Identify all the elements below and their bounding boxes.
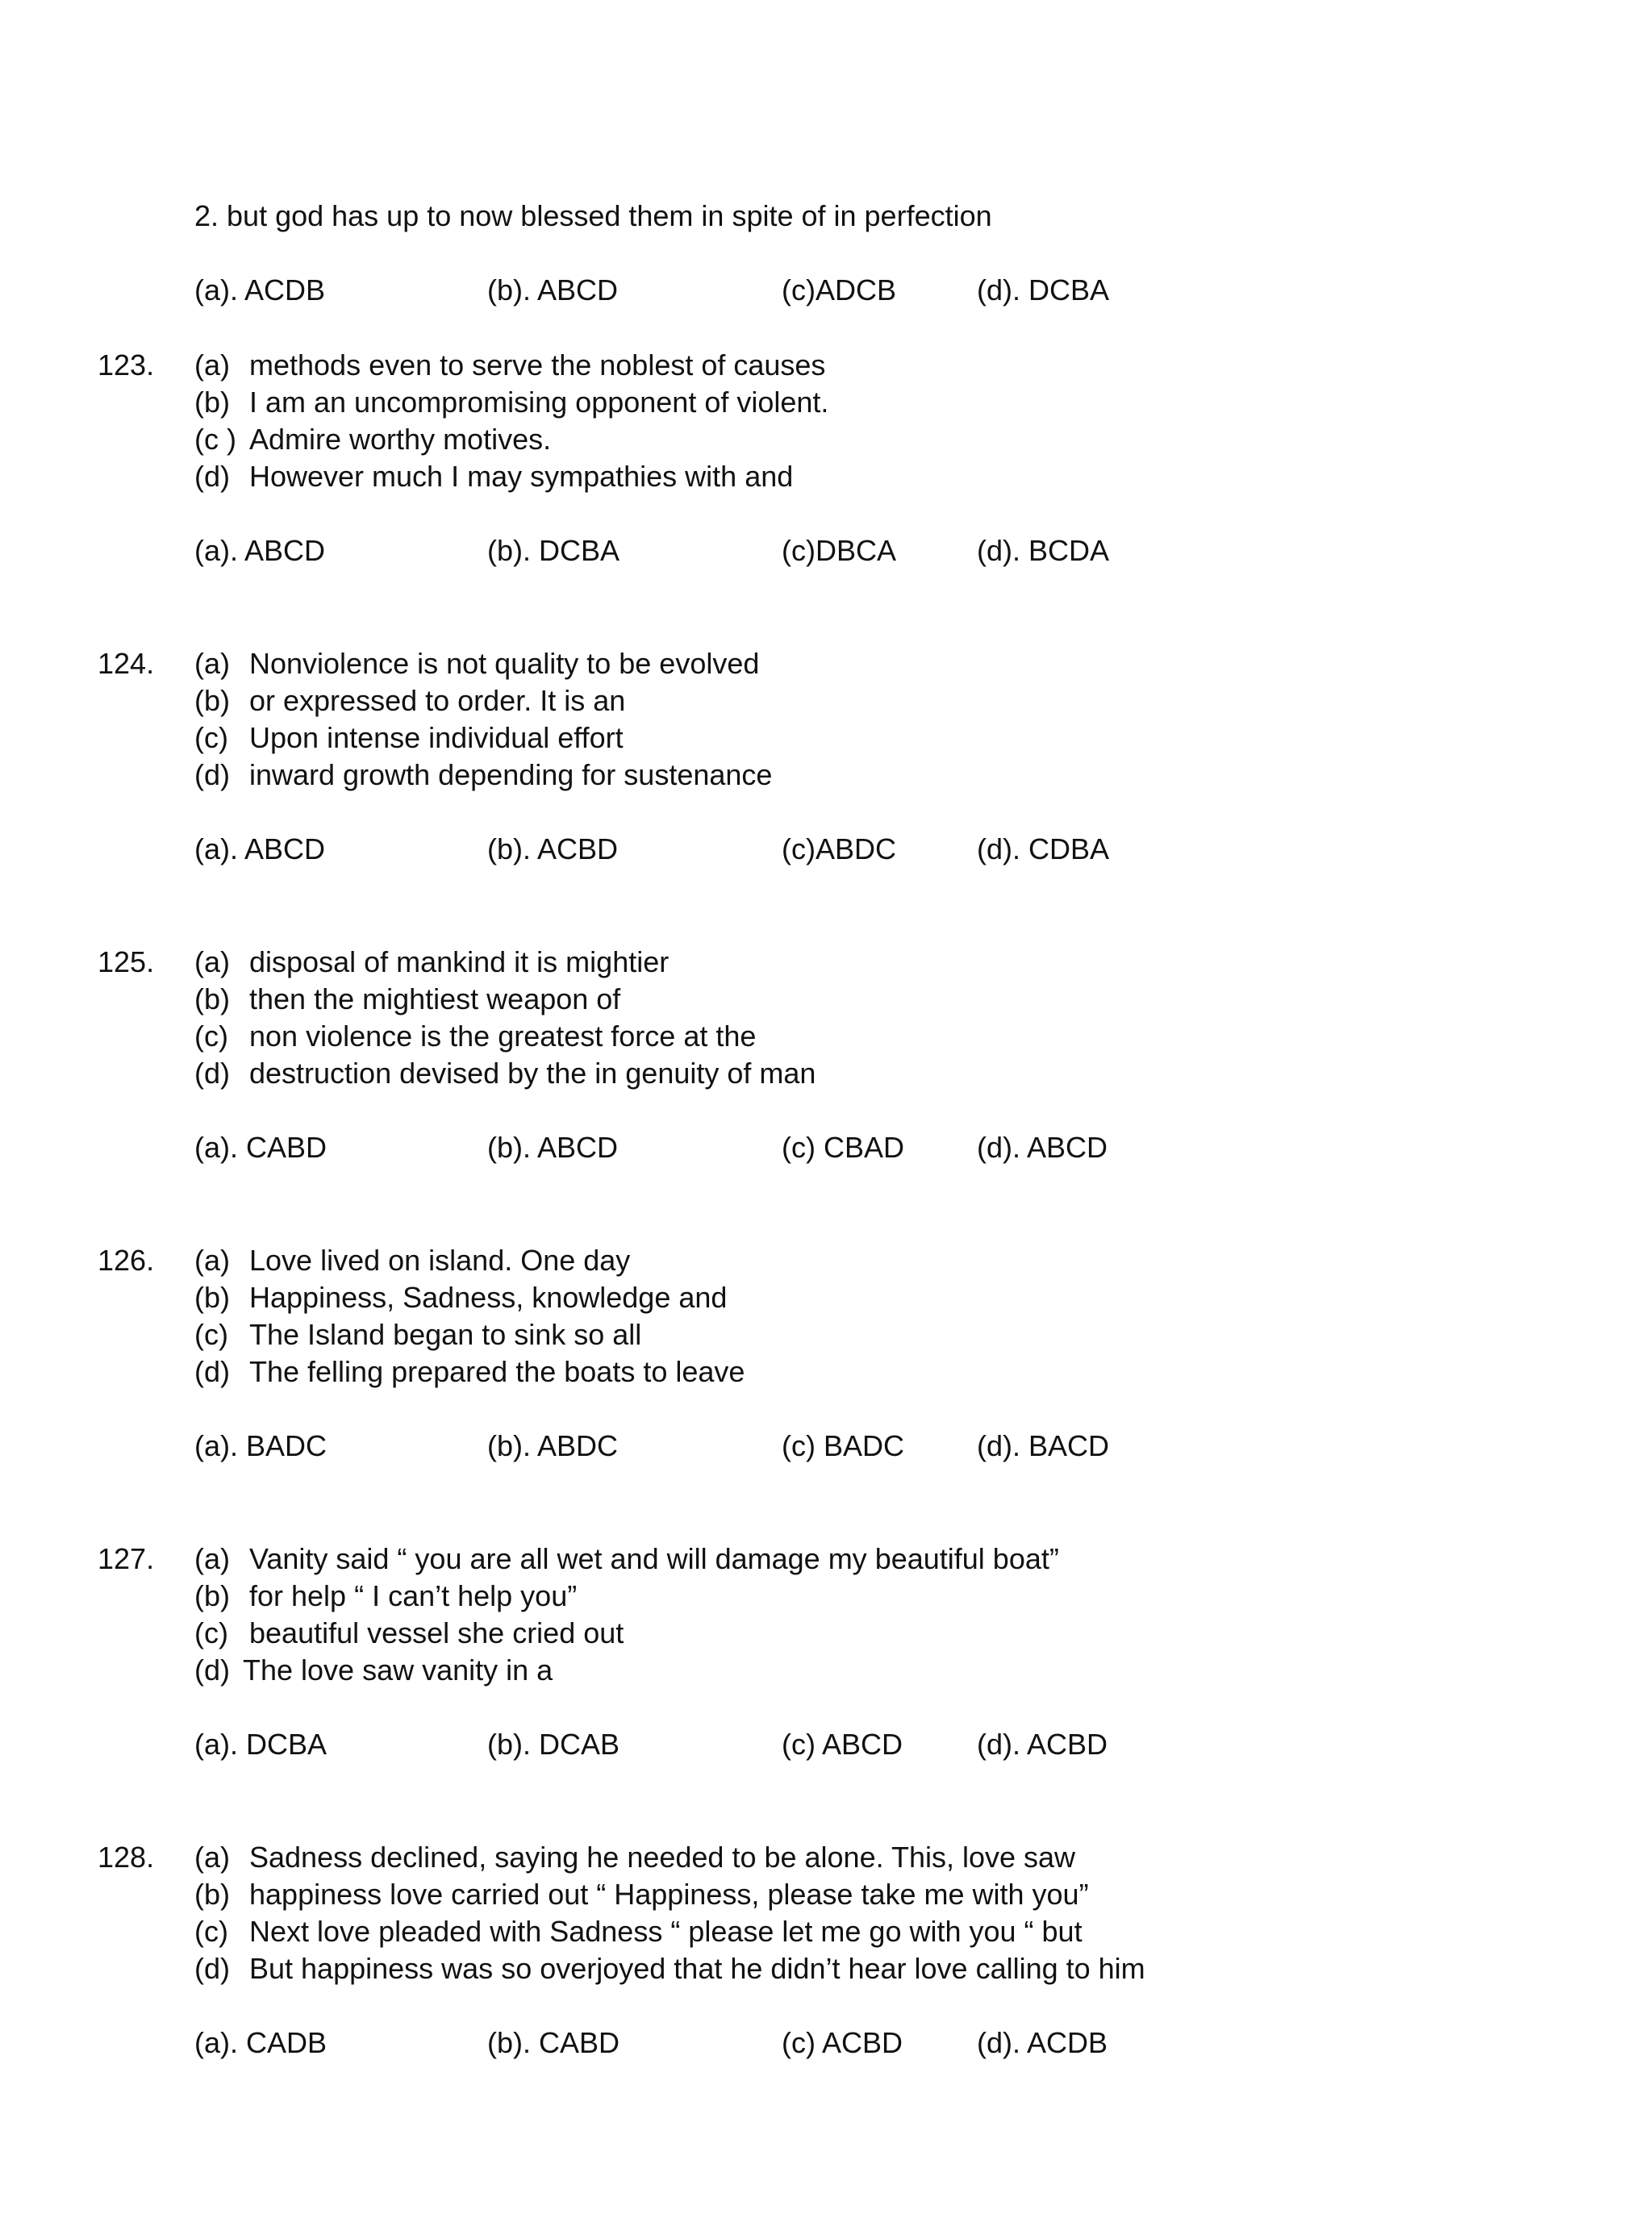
answer-option-d: (d). CDBA: [977, 832, 1110, 865]
sentence-part-b: [194, 981, 620, 1018]
answer-options: [0, 1129, 1652, 1166]
part-text: However much I may sympathies with and: [249, 460, 794, 493]
sentence-part-b: [194, 1578, 577, 1615]
previous-answer-options: [0, 272, 1652, 309]
part-label: (d): [194, 1057, 230, 1090]
answer-option-d: (d). BCDA: [977, 534, 1110, 567]
answer-option-a: (a). CABD: [194, 1131, 327, 1164]
sentence-part-d: [194, 1055, 816, 1092]
answer-option-a: (a). ACDB: [194, 273, 326, 306]
part-text: or expressed to order. It is an: [249, 684, 626, 717]
sentence-part-c: [194, 421, 551, 458]
sentence-part-c: [194, 1018, 756, 1055]
part-label: (a): [194, 1841, 230, 1874]
part-label: (b): [194, 684, 230, 717]
part-label: (a): [194, 1542, 230, 1575]
part-label: (d): [194, 1355, 230, 1388]
part-text: But happiness was so overjoyed that he didn’t hear love calling to him: [249, 1952, 1145, 1985]
answer-option-b: (b). ABDC: [487, 1429, 619, 1462]
part-label: (a): [194, 348, 230, 382]
question-number: 125.: [98, 945, 155, 978]
part-label: (b): [194, 982, 230, 1015]
answer-option-d: (d). ABCD: [977, 1131, 1108, 1164]
part-text: Happiness, Sadness, knowledge and: [249, 1281, 728, 1314]
sentence-part-d: [194, 1353, 745, 1391]
sentence-part-b: [194, 1876, 1089, 1913]
answer-option-b: (b). DCAB: [487, 1728, 620, 1761]
answer-option-c: (c) CBAD: [782, 1131, 904, 1164]
part-text: destruction devised by the in genuity of man: [249, 1057, 816, 1090]
part-text: The Island began to sink so all: [249, 1318, 642, 1351]
part-text: Admire worthy motives.: [249, 423, 552, 456]
part-label: (a): [194, 945, 230, 978]
sentence-part-b: [194, 384, 828, 421]
part-label: (b): [194, 1281, 230, 1314]
part-label: (b): [194, 386, 230, 419]
part-text: non violence is the greatest force at the: [249, 1020, 757, 1053]
part-label: (c): [194, 1020, 228, 1053]
part-label: (d): [194, 758, 230, 791]
sentence-part-a: [194, 1242, 630, 1279]
part-text: Sadness declined, saying he needed to be alone. This, love saw: [249, 1841, 1076, 1874]
sentence-part-c: [194, 719, 624, 757]
part-text: I am an uncompromising opponent of violent.: [249, 386, 829, 419]
answer-option-c: (c)DBCA: [782, 534, 896, 567]
part-label: (c): [194, 1616, 228, 1649]
answer-option-a: (a). CADB: [194, 2026, 327, 2059]
answer-option-d: (d). ACBD: [977, 1728, 1108, 1761]
sentence-part-c: [194, 1913, 1083, 1950]
sentence-part-a: [194, 1541, 1059, 1578]
part-label: (c ): [194, 423, 236, 456]
sentence-part-d: [194, 1652, 553, 1689]
part-text: The felling prepared the boats to leave: [249, 1355, 745, 1388]
answer-option-a: (a). ABCD: [194, 832, 326, 865]
part-text: happiness love carried out “ Happiness, please take me with you”: [249, 1878, 1089, 1911]
part-label: (b): [194, 1878, 230, 1911]
sentence-part-c: [194, 1615, 624, 1652]
part-label: (d): [194, 1952, 230, 1985]
part-text: Vanity said “ you are all wet and will damage my beautiful boat”: [249, 1542, 1059, 1575]
part-label: (a): [194, 1244, 230, 1277]
sentence-part-d: [194, 1950, 1145, 1987]
sentence-part-a: [194, 944, 669, 981]
question-number: 124.: [98, 647, 155, 680]
answer-option-d: (d). DCBA: [977, 273, 1110, 306]
part-text: inward growth depending for sustenance: [249, 758, 773, 791]
question-number: 128.: [98, 1841, 155, 1874]
part-text: beautiful vessel she cried out: [249, 1616, 624, 1649]
sentence-part-a: [194, 347, 825, 384]
part-text: disposal of mankind it is mightier: [249, 945, 670, 978]
sentence-part-d: [194, 458, 793, 495]
answer-options: [0, 532, 1652, 569]
part-label: (c): [194, 1318, 228, 1351]
answer-option-a: (a). ABCD: [194, 534, 326, 567]
answer-option-a: (a). DCBA: [194, 1728, 327, 1761]
answer-option-c: (c) BADC: [782, 1429, 904, 1462]
part-label: (c): [194, 721, 228, 754]
sentence-part-a: [194, 1839, 1075, 1876]
answer-option-d: (d). BACD: [977, 1429, 1110, 1462]
answer-options: [0, 1726, 1652, 1763]
part-text: Love lived on island. One day: [249, 1244, 631, 1277]
part-text: then the mightiest weapon of: [249, 982, 621, 1015]
answer-option-d: (d). ACDB: [977, 2026, 1108, 2059]
sentence-part-b: [194, 1279, 727, 1316]
answer-options: [0, 1428, 1652, 1465]
part-label: (d): [194, 1653, 230, 1687]
answer-options: [0, 2024, 1652, 2062]
part-label: (c): [194, 1915, 228, 1948]
answer-option-c: (c) ABCD: [782, 1728, 903, 1761]
answer-option-c: (c)ADCB: [782, 273, 896, 306]
answer-option-b: (b). ACBD: [487, 832, 619, 865]
question-number: 126.: [98, 1244, 155, 1277]
part-text: methods even to serve the noblest of causes: [249, 348, 826, 382]
part-label: (d): [194, 460, 230, 493]
answer-option-b: (b). ABCD: [487, 1131, 619, 1164]
part-text: Nonviolence is not quality to be evolved: [249, 647, 760, 680]
answer-option-b: (b). ABCD: [487, 273, 619, 306]
answer-option-c: (c) ACBD: [782, 2026, 903, 2059]
sentence-part-a: [194, 645, 759, 682]
previous-question-line: 2. but god has up to now blessed them in spite of in perfection: [194, 199, 992, 232]
part-text: Next love pleaded with Sadness “ please let me go with you “ but: [249, 1915, 1083, 1948]
answer-options: [0, 831, 1652, 868]
part-text: Upon intense individual effort: [249, 721, 624, 754]
question-number: 123.: [98, 348, 155, 382]
sentence-part-d: [194, 757, 772, 794]
part-text: for help “ I can’t help you”: [249, 1579, 578, 1612]
answer-option-a: (a). BADC: [194, 1429, 327, 1462]
sentence-part-c: [194, 1316, 641, 1353]
part-text: The love saw vanity in a: [243, 1653, 553, 1687]
part-label: (b): [194, 1579, 230, 1612]
answer-option-c: (c)ABDC: [782, 832, 896, 865]
answer-option-b: (b). DCBA: [487, 534, 620, 567]
answer-option-b: (b). CABD: [487, 2026, 620, 2059]
sentence-part-b: [194, 682, 625, 719]
question-number: 127.: [98, 1542, 155, 1575]
part-label: (a): [194, 647, 230, 680]
